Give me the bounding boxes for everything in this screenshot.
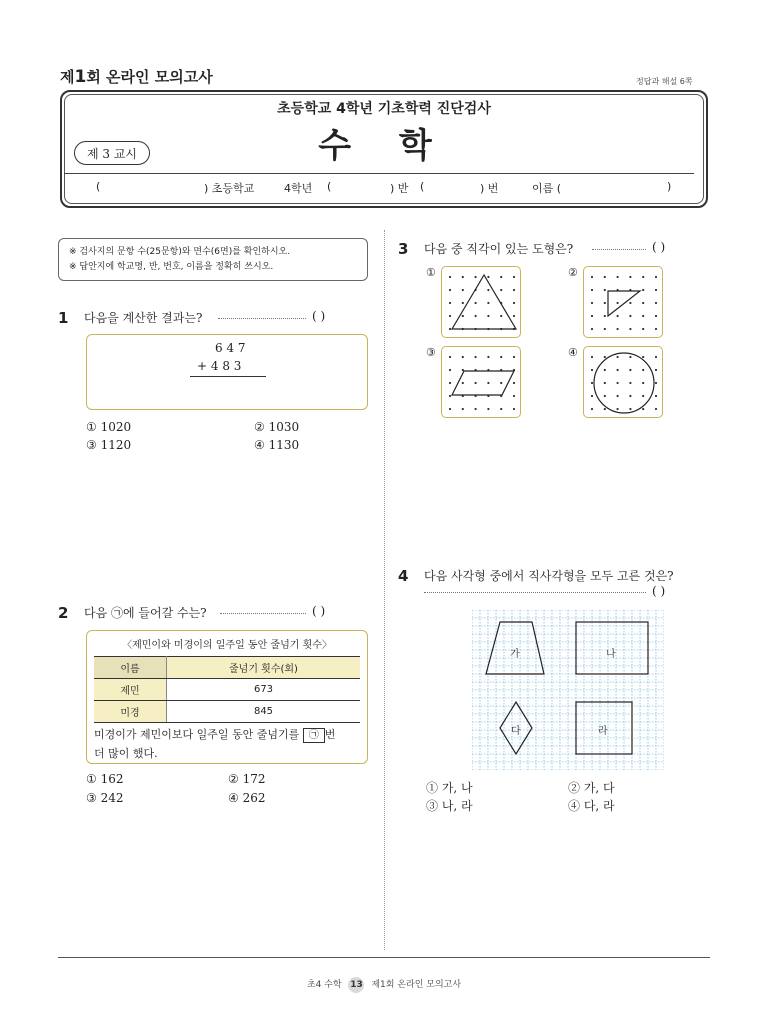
right-triangle-shape bbox=[608, 291, 640, 316]
grid-dot bbox=[642, 395, 644, 397]
grid-dot bbox=[655, 369, 657, 371]
q4-choice-3[interactable]: ③ 나, 라 bbox=[426, 799, 473, 813]
shape-label-da: 다 bbox=[511, 726, 521, 737]
grid-dot bbox=[642, 382, 644, 384]
grid-dot bbox=[500, 276, 502, 278]
q4-choice-1[interactable]: ① 가, 나 bbox=[426, 781, 473, 795]
info-name: 이름 ( bbox=[532, 182, 562, 195]
q2-number: 2 bbox=[58, 604, 69, 622]
grid-dot bbox=[655, 302, 657, 304]
q3-label-1: ① bbox=[426, 266, 436, 279]
grid-dot bbox=[629, 382, 631, 384]
grid-dot bbox=[449, 382, 451, 384]
grid-dot bbox=[642, 289, 644, 291]
table-cell-name: 미경 bbox=[94, 701, 167, 723]
grid-dot bbox=[655, 276, 657, 278]
q1-text: 다음을 계산한 결과는? bbox=[84, 311, 203, 325]
grid-dot bbox=[604, 302, 606, 304]
grid-dot bbox=[604, 395, 606, 397]
q2-table bbox=[94, 656, 360, 723]
notice-line-2: ※ 답안지에 학교명, 반, 번호, 이름을 정확히 쓰시오. bbox=[69, 262, 274, 272]
grid-dot bbox=[487, 276, 489, 278]
grid-dot bbox=[617, 382, 619, 384]
grid-dot bbox=[617, 395, 619, 397]
grid-dot bbox=[655, 382, 657, 384]
page-footer bbox=[0, 977, 768, 993]
grid-dot bbox=[591, 276, 593, 278]
info-grade: 4학년 bbox=[284, 182, 313, 195]
grid-dot bbox=[449, 408, 451, 410]
q4-choice-2[interactable]: ② 가, 다 bbox=[568, 781, 615, 795]
q2-sentence-c: 더 많이 했다. bbox=[94, 747, 158, 760]
grid-dot bbox=[642, 328, 644, 330]
footer-exam: 제1회 온라인 모의고사 bbox=[371, 980, 462, 990]
shape-label-na: 나 bbox=[606, 649, 616, 660]
grid-dot bbox=[500, 408, 502, 410]
circle-shape bbox=[594, 353, 654, 413]
grid-dot bbox=[513, 408, 515, 410]
grid-dot bbox=[462, 382, 464, 384]
shape-label-ga: 가 bbox=[510, 649, 520, 660]
q1-calc-bottom: + 4 8 3 bbox=[197, 359, 242, 373]
grid-dot bbox=[629, 276, 631, 278]
q1-choice-4[interactable]: ④ 1130 bbox=[254, 438, 300, 452]
grid-dot bbox=[591, 356, 593, 358]
grid-dot bbox=[617, 328, 619, 330]
grid-dot bbox=[604, 356, 606, 358]
grid-dot bbox=[500, 382, 502, 384]
q1-choice-3[interactable]: ③ 1120 bbox=[86, 438, 132, 452]
q2-sentence bbox=[94, 725, 364, 763]
parallelogram-shape bbox=[452, 371, 514, 395]
q4-grid-figure bbox=[472, 610, 664, 770]
grid-dot bbox=[617, 276, 619, 278]
grid-dot bbox=[642, 315, 644, 317]
info-open-school: ( bbox=[96, 180, 101, 193]
grid-dot bbox=[475, 356, 477, 358]
header-divider bbox=[64, 173, 694, 174]
grid-dot bbox=[462, 289, 464, 291]
q4-answer-paren: ( ) bbox=[652, 584, 666, 598]
table-cell-name: 제민 bbox=[94, 679, 167, 701]
grid-dot bbox=[591, 369, 593, 371]
grid-dot bbox=[449, 328, 451, 330]
q1-number: 1 bbox=[58, 309, 69, 327]
info-open-number: ( bbox=[420, 180, 425, 193]
q2-sentence-a: 미경이가 제민이보다 일주일 동안 줄넘기를 bbox=[94, 728, 300, 741]
grid-dot bbox=[475, 315, 477, 317]
q1-answer-paren: ( ) bbox=[312, 309, 326, 323]
grid-dot bbox=[475, 276, 477, 278]
table-row bbox=[94, 679, 360, 701]
footer-divider bbox=[58, 957, 710, 958]
grid-dot bbox=[475, 302, 477, 304]
q2-table-title: 〈제민이와 미경이의 일주일 동안 줄넘기 횟수〉 bbox=[122, 640, 332, 651]
grid-dot bbox=[642, 356, 644, 358]
answer-reference: 정답과 해설 6쪽 bbox=[636, 77, 693, 86]
table-header-row bbox=[94, 657, 360, 679]
q3-leader bbox=[592, 249, 646, 250]
notice-line-1: ※ 검사지의 문항 수(25문항)와 면수(6면)를 확인하시오. bbox=[69, 247, 291, 257]
grid-dot bbox=[487, 356, 489, 358]
grid-dot bbox=[449, 395, 451, 397]
q3-figure-circle[interactable] bbox=[583, 346, 663, 418]
grid-dot bbox=[462, 302, 464, 304]
column-divider bbox=[384, 230, 385, 950]
grid-dot bbox=[513, 395, 515, 397]
grid-dot bbox=[604, 315, 606, 317]
grid-dot bbox=[604, 408, 606, 410]
grid-dot bbox=[462, 356, 464, 358]
grid-dot bbox=[591, 395, 593, 397]
grid-dot bbox=[513, 382, 515, 384]
shape-label-ra: 라 bbox=[598, 726, 608, 737]
grid-dot bbox=[487, 302, 489, 304]
info-open-class: ( bbox=[327, 180, 332, 193]
grid-dot bbox=[500, 315, 502, 317]
grid-dot bbox=[591, 315, 593, 317]
grid-dot bbox=[591, 408, 593, 410]
grid-dot bbox=[513, 315, 515, 317]
grid-dot bbox=[513, 302, 515, 304]
grid-dot bbox=[655, 356, 657, 358]
blue-grid bbox=[472, 610, 664, 770]
q1-choice-1[interactable]: ① 1020 bbox=[86, 420, 132, 434]
q4-leader bbox=[424, 592, 646, 593]
dot-grid bbox=[449, 276, 515, 330]
info-close: ) bbox=[667, 180, 672, 193]
grid-dot bbox=[655, 328, 657, 330]
q3-figure-right-triangle[interactable] bbox=[583, 266, 663, 338]
grid-dot bbox=[655, 315, 657, 317]
grid-dot bbox=[617, 408, 619, 410]
grid-dot bbox=[513, 276, 515, 278]
grid-dot bbox=[591, 289, 593, 291]
q3-figure-triangle[interactable] bbox=[441, 266, 521, 338]
dot-grid bbox=[449, 356, 515, 410]
q2-text: 다음 ㉠에 들어갈 수는? bbox=[84, 606, 207, 620]
q2-answer-paren: ( ) bbox=[312, 604, 326, 618]
grid-dot bbox=[462, 276, 464, 278]
grid-dot bbox=[487, 289, 489, 291]
grid-dot bbox=[642, 369, 644, 371]
info-number: ) 번 bbox=[480, 182, 499, 195]
grid-dot bbox=[462, 408, 464, 410]
grid-dot bbox=[617, 315, 619, 317]
grid-dot bbox=[487, 382, 489, 384]
grid-dot bbox=[655, 395, 657, 397]
grid-dot bbox=[449, 315, 451, 317]
grid-dot bbox=[487, 408, 489, 410]
grid-dot bbox=[629, 302, 631, 304]
grid-dot bbox=[487, 315, 489, 317]
table-cell-count: 845 bbox=[167, 701, 361, 723]
grid-dot bbox=[604, 382, 606, 384]
grid-dot bbox=[449, 289, 451, 291]
q3-answer-paren: ( ) bbox=[652, 240, 666, 254]
q2-sentence-b: 번 bbox=[324, 728, 336, 741]
grid-dot bbox=[475, 382, 477, 384]
q1-leader bbox=[218, 318, 306, 319]
q4-text: 다음 사각형 중에서 직사각형을 모두 고른 것은? bbox=[424, 569, 674, 583]
subject-title: 수 학 bbox=[318, 126, 450, 166]
q2-choice-2[interactable]: ② 172 bbox=[228, 772, 266, 786]
grid-dot bbox=[629, 328, 631, 330]
table-cell-count: 673 bbox=[167, 679, 361, 701]
q3-label-4: ④ bbox=[568, 346, 578, 359]
grid-dot bbox=[462, 315, 464, 317]
grid-dot bbox=[591, 328, 593, 330]
page-number: 13 bbox=[348, 977, 364, 993]
grid-dot bbox=[642, 302, 644, 304]
info-class: ) 반 bbox=[390, 182, 409, 195]
q1-calc-top: 6 4 7 bbox=[215, 341, 246, 355]
grid-dot bbox=[642, 276, 644, 278]
exam-name: 초등학교 4학년 기초학력 진단검사 bbox=[277, 101, 491, 117]
q2-choice-3[interactable]: ③ 242 bbox=[86, 791, 124, 805]
q3-text: 다음 중 직각이 있는 도형은? bbox=[424, 242, 574, 256]
grid-dot bbox=[617, 369, 619, 371]
grid-dot bbox=[591, 302, 593, 304]
grid-dot bbox=[513, 356, 515, 358]
grid-dot bbox=[591, 382, 593, 384]
grid-dot bbox=[629, 315, 631, 317]
grid-dot bbox=[629, 369, 631, 371]
grid-dot bbox=[642, 408, 644, 410]
grid-dot bbox=[500, 356, 502, 358]
grid-dot bbox=[449, 369, 451, 371]
grid-dot bbox=[629, 356, 631, 358]
grid-dot bbox=[475, 408, 477, 410]
grid-dot bbox=[449, 276, 451, 278]
grid-dot bbox=[629, 395, 631, 397]
grid-dot bbox=[604, 276, 606, 278]
grid-dot bbox=[604, 328, 606, 330]
q2-blank-box: ㉠ bbox=[303, 728, 325, 743]
footer-subject: 초4 수학 bbox=[306, 980, 342, 990]
grid-dot bbox=[629, 408, 631, 410]
q2-choice-4[interactable]: ④ 262 bbox=[228, 791, 266, 805]
grid-dot bbox=[604, 289, 606, 291]
q2-choice-1[interactable]: ① 162 bbox=[86, 772, 124, 786]
table-row bbox=[94, 701, 360, 723]
grid-dot bbox=[655, 408, 657, 410]
q3-label-3: ③ bbox=[426, 346, 436, 359]
table-header-name: 이름 bbox=[94, 657, 167, 679]
grid-dot bbox=[655, 289, 657, 291]
grid-dot bbox=[617, 356, 619, 358]
q1-calc-line bbox=[190, 376, 266, 377]
q1-choice-2[interactable]: ② 1030 bbox=[254, 420, 300, 434]
q3-label-2: ② bbox=[568, 266, 578, 279]
grid-dot bbox=[449, 356, 451, 358]
q4-number: 4 bbox=[398, 567, 409, 585]
triangle-shape bbox=[452, 275, 516, 329]
table-header-count: 줄넘기 횟수(회) bbox=[167, 657, 361, 679]
info-school: ) 초등학교 bbox=[204, 182, 255, 195]
page-title: 제1회 온라인 모의고사 bbox=[60, 67, 213, 87]
grid-dot bbox=[500, 289, 502, 291]
q3-figure-parallelogram[interactable] bbox=[441, 346, 521, 418]
q4-choice-4[interactable]: ④ 다, 라 bbox=[568, 799, 615, 813]
grid-dot bbox=[513, 289, 515, 291]
grid-dot bbox=[617, 302, 619, 304]
grid-dot bbox=[449, 302, 451, 304]
period-badge: 제 3 교시 bbox=[74, 141, 150, 165]
q2-leader bbox=[220, 613, 306, 614]
grid-dot bbox=[604, 369, 606, 371]
q3-number: 3 bbox=[398, 240, 409, 258]
notice-box bbox=[58, 238, 368, 281]
